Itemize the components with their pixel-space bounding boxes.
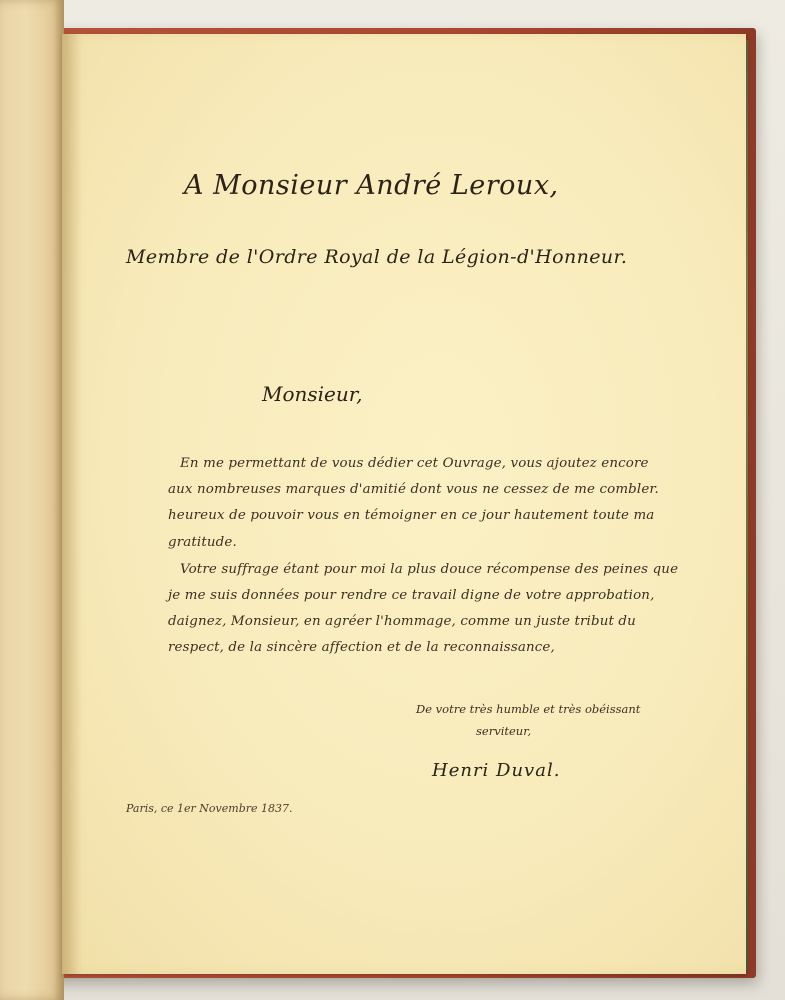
body-line: je me suis données pour rendre ce travail digne de votre approbation, (168, 588, 655, 603)
body-line: En me permettant de vous dédier cet Ouvrage, vous ajoutez encore (180, 456, 649, 471)
dedication-subtitle: Membre de l'Ordre Royal de la Légion-d'Honneur. (126, 246, 628, 268)
left-page-edge (0, 0, 64, 1000)
closing-formula: De votre très humble et très obéissant (416, 702, 641, 716)
body-line: gratitude. (168, 535, 237, 550)
signature: Henri Duval. (432, 760, 561, 781)
salutation: Monsieur, (262, 382, 363, 406)
page-gutter-shadow (62, 34, 82, 974)
dateline: Paris, ce 1er Novembre 1837. (126, 802, 293, 815)
body-line: daignez, Monsieur, en agréer l'hommage, comme un juste tribut du (168, 614, 636, 629)
body-line: heureux de pouvoir vous en témoigner en ce jour hautement toute ma (168, 508, 655, 523)
body-line: aux nombreuses marques d'amitié dont vous ne cessez de me combler. (168, 482, 659, 497)
closing-formula-servant: serviteur, (476, 724, 532, 738)
body-line: Votre suffrage étant pour moi la plus douce récompense des peines que (180, 562, 679, 577)
body-line: respect, de la sincère affection et de la reconnaissance, (168, 640, 555, 655)
dedication-title: A Monsieur André Leroux, (184, 170, 559, 201)
